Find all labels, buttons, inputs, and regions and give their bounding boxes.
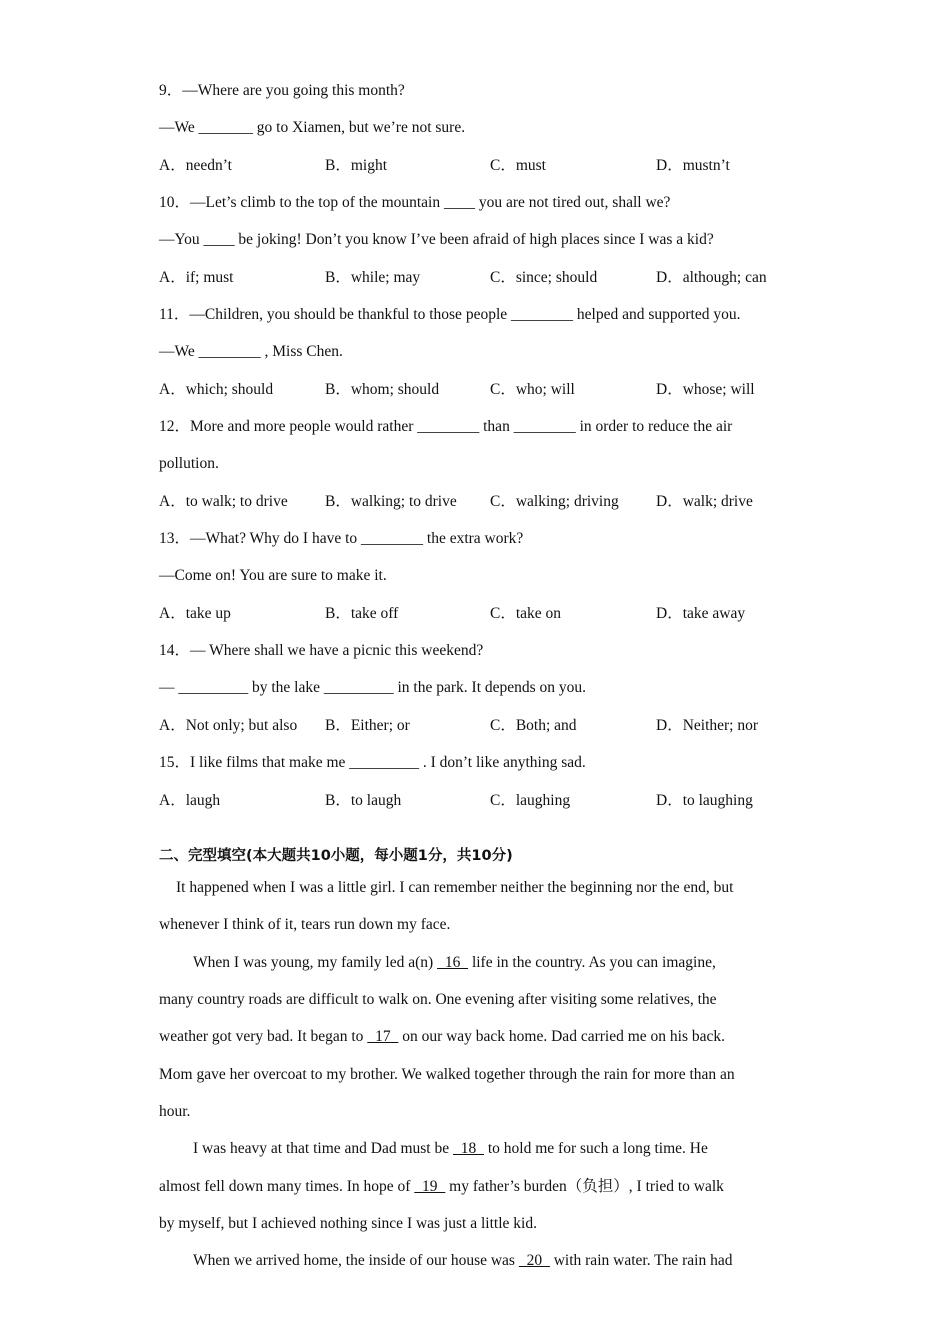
question-11-options	[159, 380, 839, 400]
option-d: D．although; can	[656, 269, 767, 286]
question-13-options	[159, 604, 839, 624]
option-d: D．walk; drive	[656, 493, 753, 510]
option-a: A．if; must	[159, 269, 234, 286]
section-2-heading: 二、完型填空(本大题共10小题，每小题1分，共10分)	[159, 848, 513, 864]
question-12-stem-line-1: 12．More and more people would rather ________ than ________ in order to reduce the air	[159, 418, 733, 435]
blank-20[interactable]: 20	[518, 1252, 550, 1269]
option-a: A．which; should	[159, 381, 274, 398]
option-a: A．to walk; to drive	[159, 493, 288, 510]
option-b: B．take off	[325, 605, 399, 622]
option-c: C．who; will	[490, 381, 575, 398]
passage-p4-line-1: When we arrived home, the inside of our house was 20 with rain water. The rain had	[193, 1252, 733, 1269]
option-c: C．Both; and	[490, 717, 577, 734]
question-9-stem-line-1: 9．—Where are you going this month?	[159, 82, 405, 99]
option-d: D．take away	[656, 605, 746, 622]
passage-p2-line-1: When I was young, my family led a(n) 16 life in the country. As you can imagine,	[193, 954, 716, 971]
option-d: D．whose; will	[656, 381, 755, 398]
option-c: C．laughing	[490, 792, 571, 809]
question-15-stem-line-1: 15．I like films that make me _________ . I don’t like anything sad.	[159, 754, 586, 771]
question-10-stem-line-1: 10．—Let’s climb to the top of the mountain ____ you are not tired out, shall we?	[159, 194, 671, 211]
passage-p2-line-5: hour.	[159, 1103, 191, 1120]
passage-p2-line-3: weather got very bad. It began to 17 on our way back home. Dad carried me on his back.	[159, 1028, 725, 1045]
option-a: A．laugh	[159, 792, 221, 809]
question-12-options	[159, 492, 839, 512]
passage-p2-line-2: many country roads are difficult to walk on. One evening after visiting some relatives, the	[159, 991, 717, 1008]
question-13-stem-line-2: —Come on! You are sure to make it.	[159, 567, 387, 584]
option-a: A．Not only; but also	[159, 717, 298, 734]
passage-p1-line-1: It happened when I was a little girl. I can remember neither the beginning nor the end, but	[176, 879, 734, 896]
question-10-stem-line-2: —You ____ be joking! Don’t you know I’ve been afraid of high places since I was a kid?	[159, 231, 714, 248]
passage-p3-line-2: almost fell down many times. In hope of 19 my father’s burden（负担）, I tried to walk	[159, 1178, 724, 1195]
blank-18[interactable]: 18	[452, 1140, 484, 1157]
option-b: B．to laugh	[325, 792, 402, 809]
option-a: A．take up	[159, 605, 231, 622]
question-10-options	[159, 268, 839, 288]
question-11-stem-line-2: —We ________ , Miss Chen.	[159, 343, 343, 360]
passage-p3-line-3: by myself, but I achieved nothing since I was just a little kid.	[159, 1215, 537, 1232]
question-14-options	[159, 716, 839, 736]
option-b: B．Either; or	[325, 717, 410, 734]
option-d: D．to laughing	[656, 792, 753, 809]
passage-p3-line-1: I was heavy at that time and Dad must be 18 to hold me for such a long time. He	[193, 1140, 708, 1157]
option-d: D．mustn’t	[656, 157, 730, 174]
question-12-stem-line-2: pollution.	[159, 455, 219, 472]
option-c: C．must	[490, 157, 546, 174]
passage-p1-line-2: whenever I think of it, tears run down my face.	[159, 916, 451, 933]
question-15-options	[159, 791, 839, 811]
option-b: B．whom; should	[325, 381, 440, 398]
question-9-stem-line-2: —We _______ go to Xiamen, but we’re not sure.	[159, 119, 466, 136]
question-9-options	[159, 156, 839, 176]
option-b: B．might	[325, 157, 388, 174]
option-a: A．needn’t	[159, 157, 232, 174]
blank-16[interactable]: 16	[437, 954, 469, 971]
option-c: C．take on	[490, 605, 562, 622]
option-c: C．walking; driving	[490, 493, 619, 510]
option-b: B．while; may	[325, 269, 421, 286]
passage-p2-line-4: Mom gave her overcoat to my brother. We walked together through the rain for more than an	[159, 1066, 735, 1083]
question-11-stem-line-1: 11．—Children, you should be thankful to those people ________ helped and supported you.	[159, 306, 741, 323]
blank-19[interactable]: 19	[414, 1178, 446, 1195]
option-c: C．since; should	[490, 269, 598, 286]
blank-17[interactable]: 17	[367, 1028, 399, 1045]
question-14-stem-line-1: 14．— Where shall we have a picnic this weekend?	[159, 642, 484, 659]
question-13-stem-line-1: 13．—What? Why do I have to ________ the extra work?	[159, 530, 524, 547]
question-14-stem-line-2: — _________ by the lake _________ in the park. It depends on you.	[159, 679, 587, 696]
option-d: D．Neither; nor	[656, 717, 759, 734]
option-b: B．walking; to drive	[325, 493, 457, 510]
